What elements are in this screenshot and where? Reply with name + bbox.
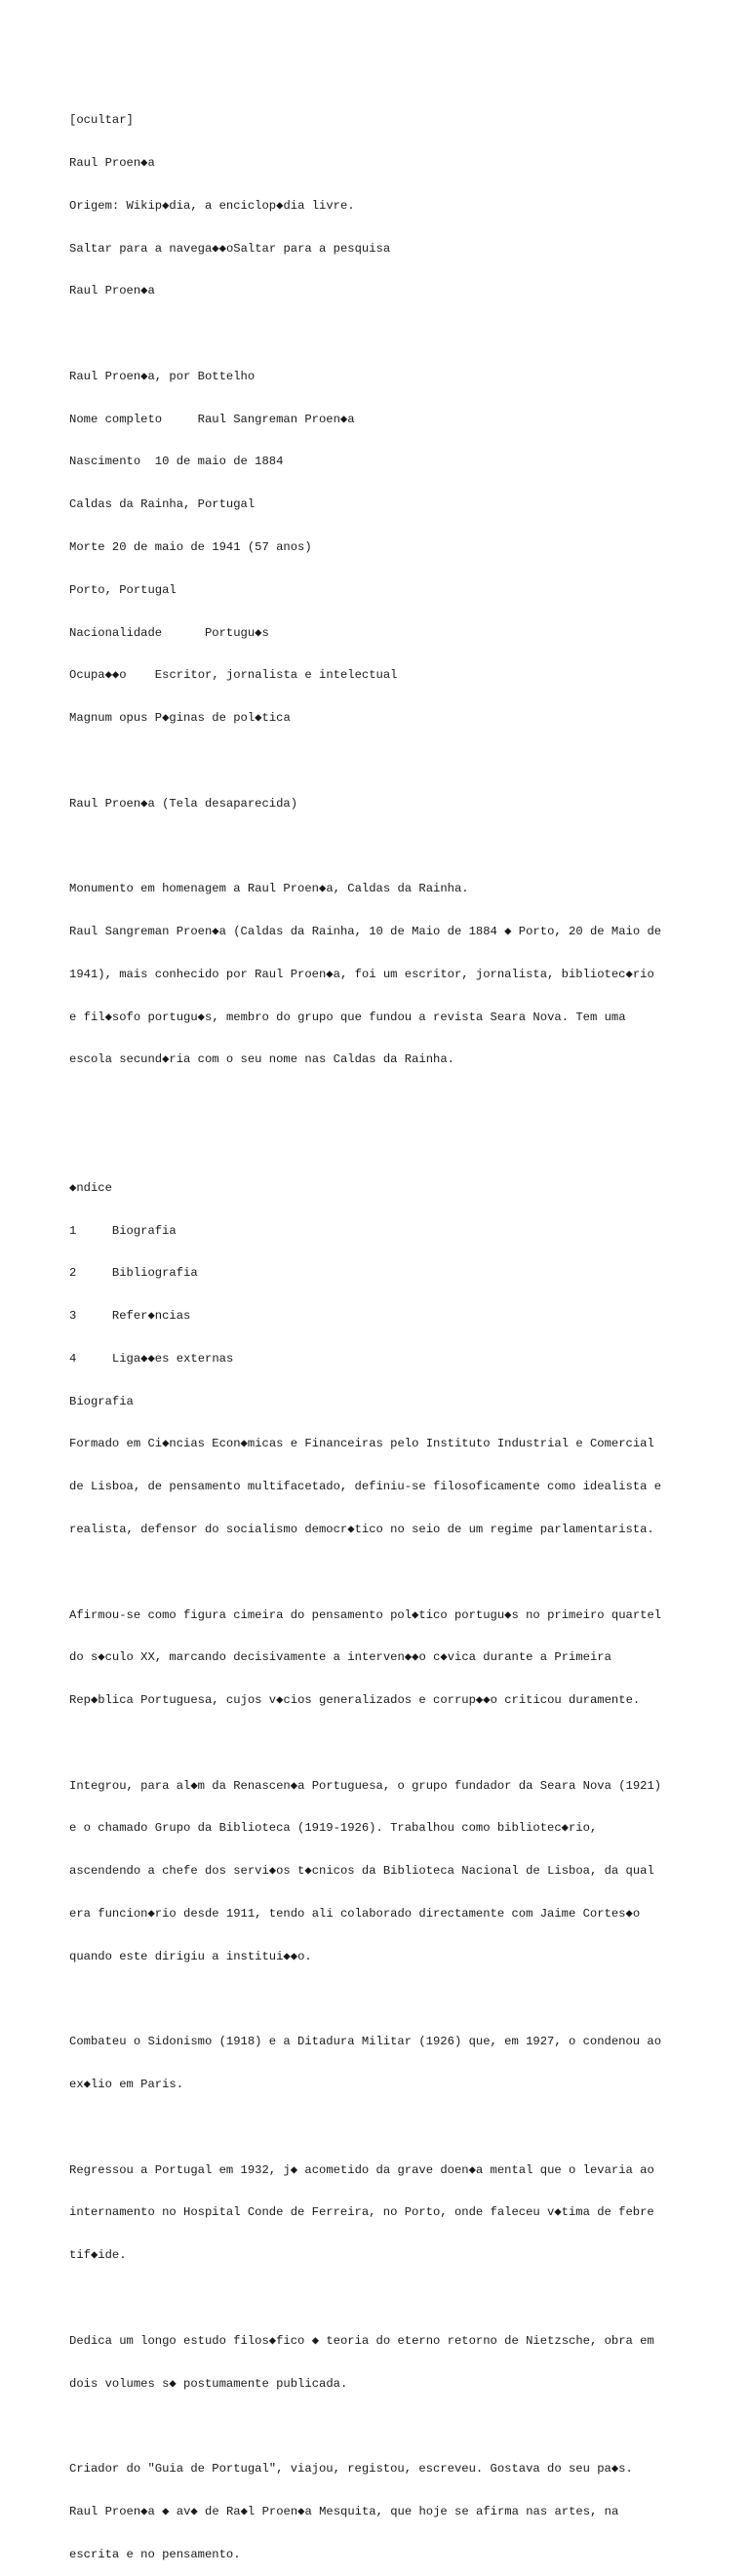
blank-line [69,1138,693,1153]
article-title: Raul Proen◆a [69,155,155,170]
toc-item-ligacoes-externas[interactable]: 4 Liga◆◆es externas [69,1351,234,1366]
blank-line [69,839,693,853]
origin-line: Origem: Wikip◆dia, a enciclop◆dia livre. [69,198,355,213]
paragraph-line: e o chamado Grupo da Biblioteca (1919-1926). Trabalhou como bibliotec◆rio, [69,1821,598,1836]
paragraph-line: tif◆ide. [69,2248,127,2263]
paragraph-line: realista, defensor do socialismo democr◆tico no seio de um regime parlamentarista. [69,1522,654,1536]
paragraph-line: Regressou a Portugal em 1932, j◆ acometido da grave doen◆a mental que o levaria ao [69,2162,654,2177]
infobox-nationality: Nacionalidade Portugu◆s [69,625,269,640]
intro-paragraph-line: Raul Sangreman Proen◆a (Caldas da Rainha, 10 de Maio de 1884 ◆ Porto, 20 de Maio de [69,925,662,939]
paragraph-line: de Lisboa, de pensamento multifacetado, definiu-se filosoficamente como idealista e [69,1480,662,1494]
infobox-birth-place: Caldas da Rainha, Portugal [69,497,256,512]
infobox-occupation: Ocupa◆◆o Escritor, jornalista e intelectual [69,668,398,683]
paragraph-line: internamento no Hospital Conde de Ferreira, no Porto, onde faleceu v◆tima de febre [69,2205,654,2220]
monument-caption: Monumento em homenagem a Raul Proen◆a, Caldas da Rainha. [69,882,469,896]
painting-caption: Raul Proen◆a (Tela desaparecida) [69,796,298,811]
infobox-title: Raul Proen◆a [69,284,155,298]
paragraph-line: Rep◆blica Portuguesa, cujos v◆cios generalizados e corrup◆◆o criticou duramente. [69,1693,641,1708]
blank-line [69,2120,693,2135]
infobox-death-place: Porto, Portugal [69,582,177,597]
hide-toggle-link[interactable]: [ocultar] [69,113,134,128]
paragraph-line: do s◆culo XX, marcando decisivamente a interven◆◆o c◆vica durante a Primeira [69,1650,611,1665]
paragraph-line: Integrou, para al◆m da Renascen◆a Portuguesa, o grupo fundador da Seara Nova (1921) [69,1778,662,1793]
infobox-death: Morte 20 de maio de 1941 (57 anos) [69,540,312,554]
toc-item-referencias[interactable]: 3 Refer◆ncias [69,1309,191,1324]
blank-line [69,1095,693,1110]
paragraph-line: era funcion◆rio desde 1911, tendo ali colaborado directamente com Jaime Cortes◆o [69,1907,641,1921]
toc-item-bibliografia[interactable]: 2 Bibliografia [69,1266,198,1281]
blank-line [69,1736,693,1751]
infobox-birth: Nascimento 10 de maio de 1884 [69,455,284,469]
blank-line [69,2291,693,2306]
blank-line [69,327,693,341]
infobox-caption: Raul Proen◆a, por Bottelho [69,369,256,383]
paragraph-line: Criador do "Guia de Portugal", viajou, registou, escreveu. Gostava do seu pa◆s. [69,2462,633,2477]
blank-line [69,754,693,769]
intro-paragraph-line: escola secund◆ria com o seu nome nas Caldas da Rainha. [69,1052,454,1067]
paragraph-line: ex◆lio em Paris. [69,2078,184,2092]
paragraph-line: escrita e no pensamento. [69,2547,241,2561]
infobox-magnum-opus: Magnum opus P◆ginas de pol◆tica [69,711,291,726]
blank-line [69,1565,693,1580]
toc-item-biografia[interactable]: 1 Biografia [69,1223,177,1238]
intro-paragraph-line: e fil◆sofo portugu◆s, membro do grupo que fundou a revista Seara Nova. Tem uma [69,1010,626,1024]
paragraph-line: ascendendo a chefe dos servi◆os t◆cnicos da Biblioteca Nacional de Lisboa, da qual [69,1864,654,1879]
skip-links[interactable]: Saltar para a navega◆◆oSaltar para a pesquisa [69,241,391,256]
infobox-full-name: Nome completo Raul Sangreman Proen◆a [69,412,355,426]
paragraph-line: quando este dirigiu a institui◆◆o. [69,1949,312,1963]
intro-paragraph-line: 1941), mais conhecido por Raul Proen◆a, foi um escritor, jornalista, bibliotec◆rio [69,967,654,981]
paragraph-line: dois volumes s◆ postumamente publicada. [69,2376,348,2391]
paragraph-line: Afirmou-se como figura cimeira do pensamento pol◆tico portugu◆s no primeiro quartel [69,1607,662,1622]
blank-line [69,1993,693,2007]
paragraph-line: Dedica um longo estudo filos◆fico ◆ teoria do eterno retorno de Nietzsche, obra em [69,2333,654,2348]
paragraph-line: Combateu o Sidonismo (1918) e a Ditadura Militar (1926) que, em 1927, o condenou ao [69,2035,662,2049]
document-text [69,85,693,2576]
toc-heading: ◆ndice [69,1180,112,1195]
section-heading-biografia: Biografia [69,1394,134,1408]
blank-line [69,2419,693,2434]
paragraph-line: Raul Proen◆a ◆ av◆ de Ra◆l Proen◆a Mesquita, que hoje se afirma nas artes, na [69,2504,619,2518]
paragraph-line: Formado em Ci◆ncias Econ◆micas e Financeiras pelo Instituto Industrial e Comercial [69,1437,654,1451]
